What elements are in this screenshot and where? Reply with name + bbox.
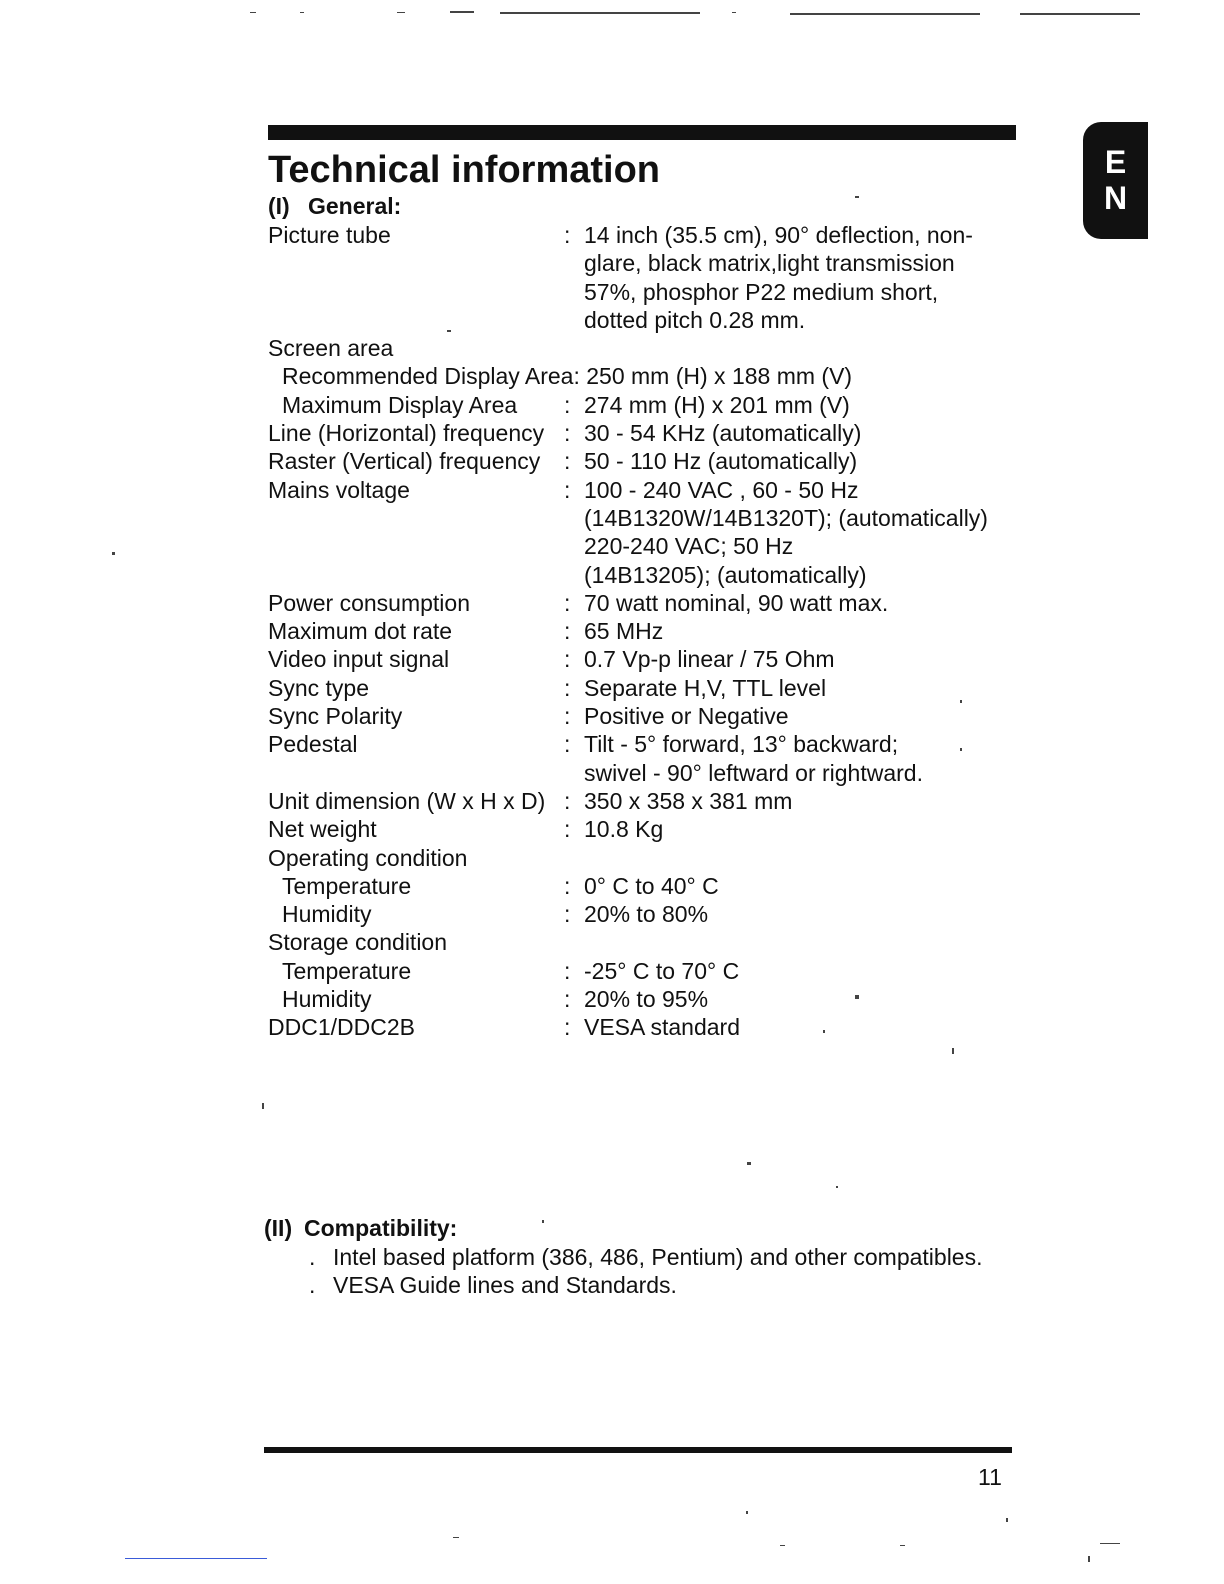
- spec-row-storage-temperature: [268, 957, 1028, 985]
- spec-value: 0.7 Vp-p linear / 75 Ohm: [584, 646, 835, 673]
- footer-link-line: [125, 1558, 267, 1559]
- spec-label: Maximum Display Area: [282, 391, 518, 418]
- spec-row-recommended-display-area: Recommended Display Area: 250 mm (H) x 188 mm (V): [282, 363, 853, 390]
- section-heading-general: [268, 192, 401, 220]
- spec-value: 350 x 358 x 381 mm: [584, 787, 793, 814]
- bullet: .: [309, 1272, 316, 1299]
- spec-value: [584, 476, 1028, 589]
- spec-row-net-weight: [268, 815, 1028, 843]
- spec-value: 50 - 110 Hz (automatically): [584, 448, 858, 475]
- spec-label: Maximum dot rate: [268, 618, 453, 645]
- spec-value: -25° C to 70° C: [584, 957, 740, 984]
- spec-label: Pedestal: [268, 731, 358, 758]
- spec-value-line: (14B13205); (automatically): [584, 561, 867, 588]
- spec-label: Mains voltage: [268, 476, 410, 503]
- spec-label: Screen area: [268, 335, 394, 362]
- language-tab-letter-e: E: [1104, 144, 1127, 180]
- spec-row-sync-polarity: [268, 702, 1028, 730]
- spec-value-line: 57%, phosphor P22 medium short,: [584, 278, 939, 305]
- section-label: General:: [308, 193, 402, 219]
- spec-row-screen-area: [268, 334, 1028, 362]
- language-tab-en: [1083, 122, 1148, 239]
- spec-colon: :: [564, 448, 571, 475]
- spec-label: Power consumption: [268, 589, 470, 616]
- spec-value-line: 100 - 240 VAC , 60 - 50 Hz: [584, 476, 859, 503]
- spec-value: Separate H,V, TTL level: [584, 674, 827, 701]
- spec-value: 20% to 95%: [584, 986, 709, 1013]
- section-heading-compatibility: [264, 1214, 457, 1242]
- spec-colon: :: [564, 222, 571, 248]
- list-item: [309, 1271, 982, 1299]
- spec-value-line: Tilt - 5° forward, 13° backward;: [584, 731, 899, 758]
- compatibility-list: [309, 1243, 982, 1300]
- spec-row-video-input-signal: [268, 645, 1028, 673]
- spec-value: 0° C to 40° C: [584, 872, 719, 899]
- spec-row-storage-condition: [268, 928, 1028, 956]
- spec-value: 274 mm (H) x 201 mm (V): [584, 391, 850, 418]
- spec-label: Sync type: [268, 674, 369, 701]
- spec-colon: :: [564, 787, 571, 814]
- spec-label: Unit dimension (W x H x D): [268, 787, 546, 814]
- spec-label: Raster (Vertical) frequency: [268, 448, 541, 475]
- spec-value-line: glare, black matrix,light transmission: [584, 250, 955, 277]
- list-item: [309, 1243, 982, 1271]
- spec-colon: :: [564, 646, 571, 673]
- spec-label: Temperature: [282, 957, 412, 984]
- spec-value-line: swivel - 90° leftward or rightward.: [584, 759, 923, 786]
- spec-label: Net weight: [268, 816, 377, 843]
- spec-colon: :: [564, 872, 571, 899]
- spec-row-storage-humidity: [268, 985, 1028, 1013]
- spec-value: [584, 730, 1028, 787]
- spec-value: 30 - 54 KHz (automatically): [584, 420, 862, 447]
- spec-value-line: (14B1320W/14B1320T); (automatically): [584, 504, 988, 531]
- spec-row-ddc: [268, 1013, 1028, 1041]
- bottom-rule: [264, 1447, 1012, 1453]
- spec-row-mains-voltage: [268, 476, 1028, 589]
- section-number: (II): [264, 1215, 293, 1241]
- spec-value: 70 watt nominal, 90 watt max.: [584, 589, 889, 616]
- spec-row-pedestal: [268, 730, 1028, 787]
- spec-label: Temperature: [282, 872, 412, 899]
- spec-label: Picture tube: [268, 222, 391, 248]
- language-tab-letter-n: N: [1103, 180, 1128, 216]
- spec-colon: :: [564, 618, 571, 645]
- spec-label: DDC1/DDC2B: [268, 1014, 415, 1041]
- spec-row-line-frequency: [268, 419, 1028, 447]
- section-label: Compatibility:: [304, 1215, 458, 1241]
- spec-colon: :: [564, 391, 571, 418]
- top-rule: [268, 125, 1016, 140]
- spec-row-power-consumption: [268, 589, 1028, 617]
- spec-colon: :: [564, 731, 571, 758]
- spec-label: Humidity: [282, 901, 372, 928]
- spec-row-sync-type: [268, 674, 1028, 702]
- spec-colon: :: [564, 1014, 571, 1041]
- spec-value: 20% to 80%: [584, 901, 709, 928]
- spec-list: [268, 221, 1028, 1042]
- spec-colon: :: [564, 901, 571, 928]
- list-item-text: Intel based platform (386, 486, Pentium) and other compatibles.: [333, 1244, 983, 1270]
- spec-label: Video input signal: [268, 646, 450, 673]
- spec-label: Storage condition: [268, 929, 448, 956]
- spec-colon: :: [564, 986, 571, 1013]
- section-number: (I): [268, 193, 290, 219]
- spec-value: Positive or Negative: [584, 703, 789, 730]
- spec-row-operating-humidity: [268, 900, 1028, 928]
- page-title: Technical information: [268, 149, 661, 191]
- spec-row-maximum-dot-rate: [268, 617, 1028, 645]
- spec-colon: :: [564, 816, 571, 843]
- spec-value: 10.8 Kg: [584, 816, 664, 843]
- spec-row-raster-frequency: [268, 447, 1028, 475]
- spec-row-maximum-display-area: [268, 391, 1028, 419]
- spec-colon: :: [564, 703, 571, 730]
- spec-value-line: 14 inch (35.5 cm), 90° deflection, non-: [584, 222, 973, 248]
- spec-colon: :: [564, 589, 571, 616]
- spec-value: VESA standard: [584, 1014, 740, 1041]
- spec-colon: :: [564, 476, 571, 503]
- page-number: 11: [978, 1464, 1002, 1490]
- bullet: .: [309, 1244, 316, 1270]
- spec-value: 65 MHz: [584, 618, 664, 645]
- spec-row-operating-condition: [268, 844, 1028, 872]
- spec-value: [584, 221, 1028, 334]
- spec-label: Humidity: [282, 986, 372, 1013]
- spec-value-line: dotted pitch 0.28 mm.: [584, 306, 806, 333]
- spec-row-picture-tube: [268, 221, 1028, 334]
- list-item-text: VESA Guide lines and Standards.: [333, 1272, 677, 1299]
- spec-value-line: 220-240 VAC; 50 Hz: [584, 533, 794, 560]
- spec-colon: :: [564, 420, 571, 447]
- spec-label: Sync Polarity: [268, 703, 403, 730]
- spec-label: Operating condition: [268, 844, 468, 871]
- spec-row-operating-temperature: [268, 872, 1028, 900]
- spec-colon: :: [564, 957, 571, 984]
- spec-row-unit-dimension: [268, 787, 1028, 815]
- spec-colon: :: [564, 674, 571, 701]
- spec-label: Line (Horizontal) frequency: [268, 420, 545, 447]
